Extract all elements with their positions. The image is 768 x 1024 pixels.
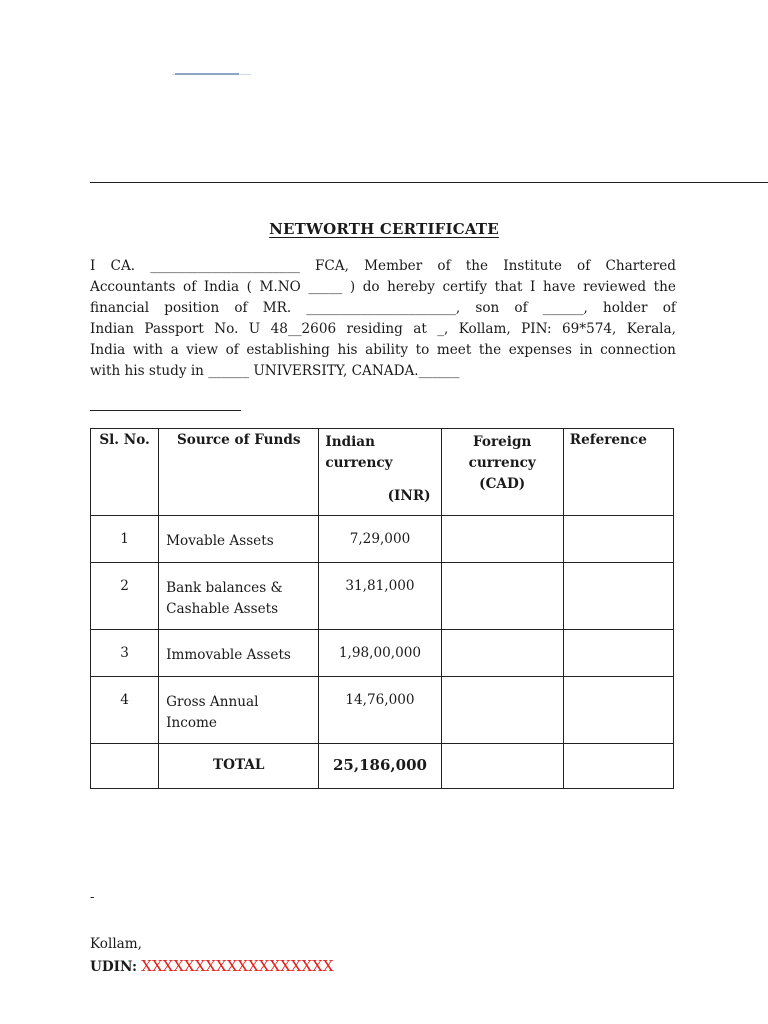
certificate-paragraph [90,256,676,382]
table-total-row [91,744,674,789]
row-reference [563,516,673,563]
paragraph-word: India [203,279,240,295]
paragraph-word: Member [364,258,423,274]
udin-line [90,957,334,975]
total-cad-empty [441,744,563,789]
paragraph-word: the [653,279,676,295]
row-sl: 4 [91,677,159,744]
paragraph-word: CA. [110,258,136,274]
paragraph-word: reviewed [583,279,647,295]
table-header-row [91,429,674,516]
paragraph-word: at [413,321,427,337]
paragraph-line [90,298,676,319]
paragraph-word: PIN: [521,321,552,337]
row-cad [441,516,563,563]
paragraph-word: position [164,300,220,316]
paragraph-word: _____ [308,279,343,295]
row-source: Immovable Assets [159,630,319,677]
row-reference [563,563,673,630]
paragraph-word: ______________________, [306,300,461,316]
paragraph-word: of [437,258,451,274]
row-cad [441,563,563,630]
paragraph-word: Kollam, [458,321,511,337]
paragraph-word: ability [365,342,409,358]
row-inr: 31,81,000 [319,563,441,630]
paragraph-word: meet [436,342,472,358]
row-sl: 3 [91,630,159,677]
paragraph-word: _, [437,321,449,337]
funds-table [90,428,674,789]
header-source-of-funds: Source of Funds [159,429,319,516]
total-inr: 25,186,000 [319,744,441,789]
paragraph-word: holder [603,300,648,316]
header-indian-currency: Indian currency (INR) [319,429,441,516]
paragraph-word: Indian [90,321,135,337]
total-sl-empty [91,744,159,789]
paragraph-word: MR. [262,300,292,316]
paragraph-word: do [362,279,380,295]
paragraph-word: view [186,342,218,358]
header-inr-unit: (INR) [387,488,431,504]
paragraph-word: ______________________ [150,258,300,274]
paragraph-word: 69*574, [561,321,617,337]
paragraph-word: his [337,342,358,358]
paragraph-word: with his study in ______ UNIVERSITY, CANADA.______ [90,363,460,379]
paragraph-word: I [90,258,96,274]
signature-dash: - [90,890,95,905]
paragraph-word: that [494,279,523,295]
paragraph-word: I [530,279,536,295]
paragraph-word: of [662,300,676,316]
paragraph-word: of [514,300,528,316]
paragraph-line [90,256,676,277]
paragraph-line [90,319,676,340]
row-source: Movable Assets [159,516,319,563]
paragraph-word: ______, [542,300,588,316]
table-row [91,516,674,563]
paragraph-word: Chartered [605,258,676,274]
row-sl: 2 [91,563,159,630]
paragraph-word: with [132,342,164,358]
paragraph-word: of [225,342,239,358]
paragraph-word: U [248,321,261,337]
row-inr: 7,29,000 [319,516,441,563]
paragraph-word: to [415,342,430,358]
paragraph-word: establishing [246,342,330,358]
paragraph-word: M.NO [259,279,301,295]
row-reference [563,630,673,677]
paragraph-word: Accountants [90,279,176,295]
paragraph-word: certify [442,279,488,295]
paragraph-word: residing [346,321,403,337]
paragraph-word: of [577,258,591,274]
paragraph-word: the [465,258,489,274]
separator-line [90,410,241,411]
row-sl: 1 [91,516,159,563]
table-row [91,630,674,677]
paragraph-word: hereby [387,279,435,295]
row-reference [563,677,673,744]
row-inr: 14,76,000 [319,677,441,744]
paragraph-word: financial [90,300,150,316]
place-line: Kollam, [90,936,142,952]
row-source: Gross Annual Income [159,677,319,744]
total-label: TOTAL [159,744,319,789]
header-foreign-currency: Foreign currency (CAD) [441,429,563,516]
row-inr: 1,98,00,000 [319,630,441,677]
paragraph-word: the [478,342,502,358]
paragraph-word: No. [214,321,239,337]
paragraph-line [90,361,676,382]
paragraph-word: connection [600,342,676,358]
total-reference-empty [563,744,673,789]
row-cad [441,677,563,744]
header-reference: Reference [563,429,673,516]
paragraph-word: Institute [503,258,562,274]
header-rule [90,182,768,183]
paragraph-word: expenses [508,342,572,358]
paragraph-word: ) [349,279,356,295]
paragraph-line [90,340,676,361]
paragraph-word: son [475,300,500,316]
paragraph-word: have [542,279,576,295]
paragraph-line [90,277,676,298]
paragraph-word: ( [246,279,252,295]
paragraph-word: Passport [144,321,204,337]
paragraph-word: a [170,342,179,358]
row-source: Bank balances & Cashable Assets [159,563,319,630]
header-mark [172,74,251,75]
paragraph-word: FCA, [314,258,349,274]
paragraph-word: India [90,342,126,358]
paragraph-word: in [579,342,593,358]
certificate-title: NETWORTH CERTIFICATE [269,220,499,238]
udin-value: XXXXXXXXXXXXXXXXXX [141,957,334,975]
udin-label: UDIN: [90,959,137,975]
paragraph-word: 48__2606 [270,321,337,337]
paragraph-word: of [234,300,248,316]
row-cad [441,630,563,677]
table-row [91,563,674,630]
paragraph-word: of [183,279,197,295]
table-row [91,677,674,744]
paragraph-word: Kerala, [626,321,676,337]
header-sl-no: Sl. No. [91,429,159,516]
